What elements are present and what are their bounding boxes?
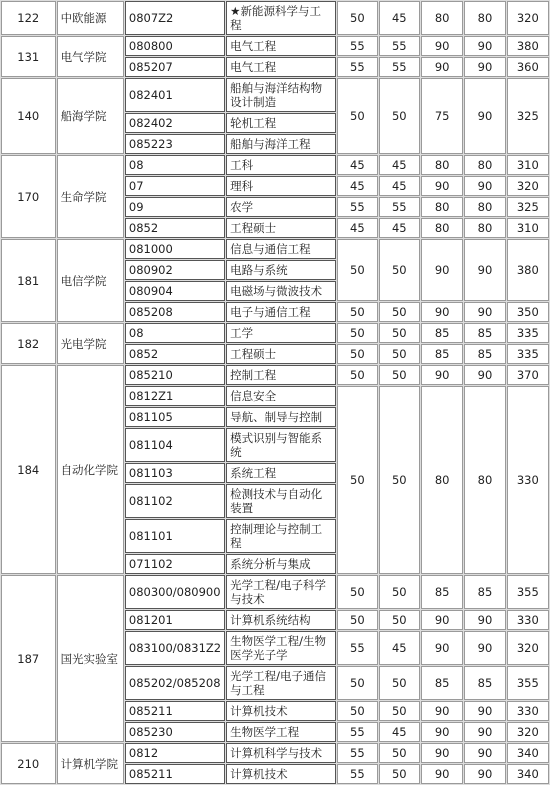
score-course2: 80 — [464, 218, 505, 238]
major-name: 生物医学工程 — [226, 722, 336, 742]
major-code: 0807Z2 — [125, 1, 225, 35]
score-foreign: 50 — [379, 386, 420, 574]
major-name: 模式识别与智能系统 — [226, 428, 336, 462]
score-politics: 50 — [337, 78, 378, 154]
major-name: 轮机工程 — [226, 113, 336, 133]
score-foreign: 45 — [379, 722, 420, 742]
major-code: 081103 — [125, 463, 225, 483]
major-name: 工程硕士 — [226, 218, 336, 238]
major-code: 085202/085208 — [125, 666, 225, 700]
major-code: 081000 — [125, 239, 225, 259]
score-course2: 85 — [464, 575, 505, 609]
score-course2: 85 — [464, 323, 505, 343]
score-politics: 45 — [337, 155, 378, 175]
school-id: 187 — [1, 575, 56, 742]
major-code: 085208 — [125, 302, 225, 322]
score-course1: 80 — [421, 1, 463, 35]
major-name: 电子与通信工程 — [226, 302, 336, 322]
score-politics: 45 — [337, 176, 378, 196]
score-course2: 90 — [464, 239, 505, 301]
score-total: 310 — [507, 218, 549, 238]
score-foreign: 50 — [379, 302, 420, 322]
major-name: 检测技术与自动化装置 — [226, 484, 336, 518]
score-foreign: 45 — [379, 1, 420, 35]
table-row — [1, 239, 549, 259]
score-total: 320 — [507, 1, 549, 35]
score-politics: 55 — [337, 197, 378, 217]
score-total: 320 — [507, 631, 549, 665]
score-course1: 80 — [421, 197, 463, 217]
major-name: 农学 — [226, 197, 336, 217]
score-politics: 55 — [337, 764, 378, 784]
score-foreign: 50 — [379, 610, 420, 630]
score-course2: 85 — [464, 344, 505, 364]
school-id: 131 — [1, 36, 56, 77]
school-name: 自动化学院 — [57, 365, 124, 574]
score-total: 350 — [507, 302, 549, 322]
major-code: 080800 — [125, 36, 225, 56]
major-name: 船舶与海洋结构物设计制造 — [226, 78, 336, 112]
score-course1: 80 — [421, 386, 463, 574]
score-foreign: 50 — [379, 743, 420, 763]
score-total: 380 — [507, 36, 549, 56]
score-total: 370 — [507, 365, 549, 385]
score-course1: 90 — [421, 302, 463, 322]
major-name: 计算机技术 — [226, 764, 336, 784]
score-course1: 85 — [421, 575, 463, 609]
major-code: 085211 — [125, 764, 225, 784]
score-course2: 90 — [464, 78, 505, 154]
score-politics: 55 — [337, 722, 378, 742]
score-course2: 90 — [464, 631, 505, 665]
major-code: 09 — [125, 197, 225, 217]
major-code: 0812Z1 — [125, 386, 225, 406]
major-code: 081101 — [125, 519, 225, 553]
major-code: 085210 — [125, 365, 225, 385]
major-name: 光学工程/电子科学与技术 — [226, 575, 336, 609]
score-politics: 55 — [337, 631, 378, 665]
score-course2: 90 — [464, 722, 505, 742]
score-foreign: 50 — [379, 701, 420, 721]
major-name: 控制工程 — [226, 365, 336, 385]
score-course2: 90 — [464, 610, 505, 630]
major-name: 理科 — [226, 176, 336, 196]
score-politics: 55 — [337, 57, 378, 77]
score-total: 310 — [507, 155, 549, 175]
score-politics: 55 — [337, 36, 378, 56]
table-row — [1, 1, 549, 35]
score-total: 320 — [507, 722, 549, 742]
major-code: 0812 — [125, 743, 225, 763]
score-total: 325 — [507, 197, 549, 217]
score-course2: 90 — [464, 743, 505, 763]
score-course1: 90 — [421, 610, 463, 630]
score-course1: 85 — [421, 666, 463, 700]
table-row — [1, 78, 549, 112]
score-course2: 85 — [464, 666, 505, 700]
school-name: 船海学院 — [57, 78, 124, 154]
score-foreign: 50 — [379, 344, 420, 364]
major-code: 082402 — [125, 113, 225, 133]
score-course2: 90 — [464, 365, 505, 385]
major-name: 电气工程 — [226, 57, 336, 77]
major-code: 081105 — [125, 407, 225, 427]
score-foreign: 50 — [379, 78, 420, 154]
score-course1: 80 — [421, 218, 463, 238]
score-total: 355 — [507, 575, 549, 609]
major-code: 08 — [125, 323, 225, 343]
school-id: 140 — [1, 78, 56, 154]
score-course1: 90 — [421, 239, 463, 301]
major-code: 080904 — [125, 281, 225, 301]
table-row — [1, 575, 549, 609]
score-politics: 50 — [337, 610, 378, 630]
score-course2: 80 — [464, 1, 505, 35]
major-code: 085211 — [125, 701, 225, 721]
major-name: 信息与通信工程 — [226, 239, 336, 259]
score-politics: 50 — [337, 701, 378, 721]
school-id: 122 — [1, 1, 56, 35]
major-name: 计算机系统结构 — [226, 610, 336, 630]
score-total: 380 — [507, 239, 549, 301]
score-foreign: 50 — [379, 239, 420, 301]
score-politics: 50 — [337, 386, 378, 574]
score-course1: 75 — [421, 78, 463, 154]
score-total: 340 — [507, 743, 549, 763]
score-total: 355 — [507, 666, 549, 700]
school-id: 181 — [1, 239, 56, 322]
score-foreign: 55 — [379, 197, 420, 217]
score-course1: 80 — [421, 155, 463, 175]
major-code: 081102 — [125, 484, 225, 518]
score-course1: 90 — [421, 722, 463, 742]
score-course1: 90 — [421, 57, 463, 77]
score-politics: 55 — [337, 743, 378, 763]
school-name: 电气学院 — [57, 36, 124, 77]
score-course1: 90 — [421, 36, 463, 56]
score-politics: 50 — [337, 323, 378, 343]
score-politics: 50 — [337, 1, 378, 35]
school-name: 电信学院 — [57, 239, 124, 322]
score-course1: 85 — [421, 344, 463, 364]
score-total: 335 — [507, 323, 549, 343]
major-name: 系统分析与集成 — [226, 554, 336, 574]
score-foreign: 55 — [379, 36, 420, 56]
major-code: 080902 — [125, 260, 225, 280]
score-course2: 90 — [464, 701, 505, 721]
major-code: 071102 — [125, 554, 225, 574]
score-course1: 90 — [421, 743, 463, 763]
score-course1: 90 — [421, 365, 463, 385]
major-name: ★新能源科学与工程 — [226, 1, 336, 35]
major-name: 光学工程/电子通信与工程 — [226, 666, 336, 700]
major-name: 工程硕士 — [226, 344, 336, 364]
major-name: 导航、制导与控制 — [226, 407, 336, 427]
major-code: 0852 — [125, 218, 225, 238]
table-row — [1, 743, 549, 763]
score-foreign: 50 — [379, 666, 420, 700]
major-name: 计算机技术 — [226, 701, 336, 721]
major-code: 0852 — [125, 344, 225, 364]
score-course1: 90 — [421, 764, 463, 784]
score-politics: 45 — [337, 218, 378, 238]
major-name: 生物医学工程/生物医学光子学 — [226, 631, 336, 665]
score-politics: 50 — [337, 365, 378, 385]
score-total: 330 — [507, 701, 549, 721]
major-code: 081104 — [125, 428, 225, 462]
major-code: 07 — [125, 176, 225, 196]
major-name: 船舶与海洋工程 — [226, 134, 336, 154]
score-course2: 90 — [464, 176, 505, 196]
school-name: 生命学院 — [57, 155, 124, 238]
table-row — [1, 155, 549, 175]
major-code: 085223 — [125, 134, 225, 154]
score-total: 360 — [507, 57, 549, 77]
score-total: 320 — [507, 176, 549, 196]
score-course2: 80 — [464, 155, 505, 175]
major-code: 080300/080900 — [125, 575, 225, 609]
score-politics: 50 — [337, 302, 378, 322]
school-name: 中欧能源 — [57, 1, 124, 35]
major-name: 信息安全 — [226, 386, 336, 406]
score-foreign: 45 — [379, 176, 420, 196]
score-foreign: 50 — [379, 575, 420, 609]
score-foreign: 45 — [379, 631, 420, 665]
score-foreign: 50 — [379, 764, 420, 784]
score-foreign: 50 — [379, 365, 420, 385]
table-row — [1, 365, 549, 385]
major-name: 计算机科学与技术 — [226, 743, 336, 763]
score-course1: 90 — [421, 701, 463, 721]
major-name: 电路与系统 — [226, 260, 336, 280]
major-code: 082401 — [125, 78, 225, 112]
table-row — [1, 323, 549, 343]
major-code: 08 — [125, 155, 225, 175]
score-total: 330 — [507, 610, 549, 630]
score-total: 325 — [507, 78, 549, 154]
major-name: 电气工程 — [226, 36, 336, 56]
score-politics: 50 — [337, 344, 378, 364]
score-course2: 90 — [464, 57, 505, 77]
score-course2: 80 — [464, 386, 505, 574]
score-foreign: 50 — [379, 323, 420, 343]
score-politics: 50 — [337, 575, 378, 609]
major-code: 083100/0831Z2 — [125, 631, 225, 665]
score-foreign: 45 — [379, 155, 420, 175]
score-politics: 50 — [337, 239, 378, 301]
major-name: 工科 — [226, 155, 336, 175]
score-total: 335 — [507, 344, 549, 364]
score-foreign: 55 — [379, 57, 420, 77]
major-name: 电磁场与微波技术 — [226, 281, 336, 301]
score-foreign: 45 — [379, 218, 420, 238]
major-code: 085230 — [125, 722, 225, 742]
score-course1: 90 — [421, 176, 463, 196]
score-total: 340 — [507, 764, 549, 784]
school-id: 182 — [1, 323, 56, 364]
school-name: 国光实验室 — [57, 575, 124, 742]
major-name: 工学 — [226, 323, 336, 343]
score-course1: 85 — [421, 323, 463, 343]
score-course2: 90 — [464, 36, 505, 56]
school-name: 计算机学院 — [57, 743, 124, 784]
score-politics: 50 — [337, 666, 378, 700]
score-total: 330 — [507, 386, 549, 574]
school-id: 184 — [1, 365, 56, 574]
major-code: 081201 — [125, 610, 225, 630]
score-course2: 80 — [464, 197, 505, 217]
major-name: 控制理论与控制工程 — [226, 519, 336, 553]
table-row — [1, 36, 549, 56]
major-name: 系统工程 — [226, 463, 336, 483]
score-course2: 90 — [464, 764, 505, 784]
major-code: 085207 — [125, 57, 225, 77]
score-course2: 90 — [464, 302, 505, 322]
school-id: 210 — [1, 743, 56, 784]
school-id: 170 — [1, 155, 56, 238]
score-course1: 90 — [421, 631, 463, 665]
school-name: 光电学院 — [57, 323, 124, 364]
